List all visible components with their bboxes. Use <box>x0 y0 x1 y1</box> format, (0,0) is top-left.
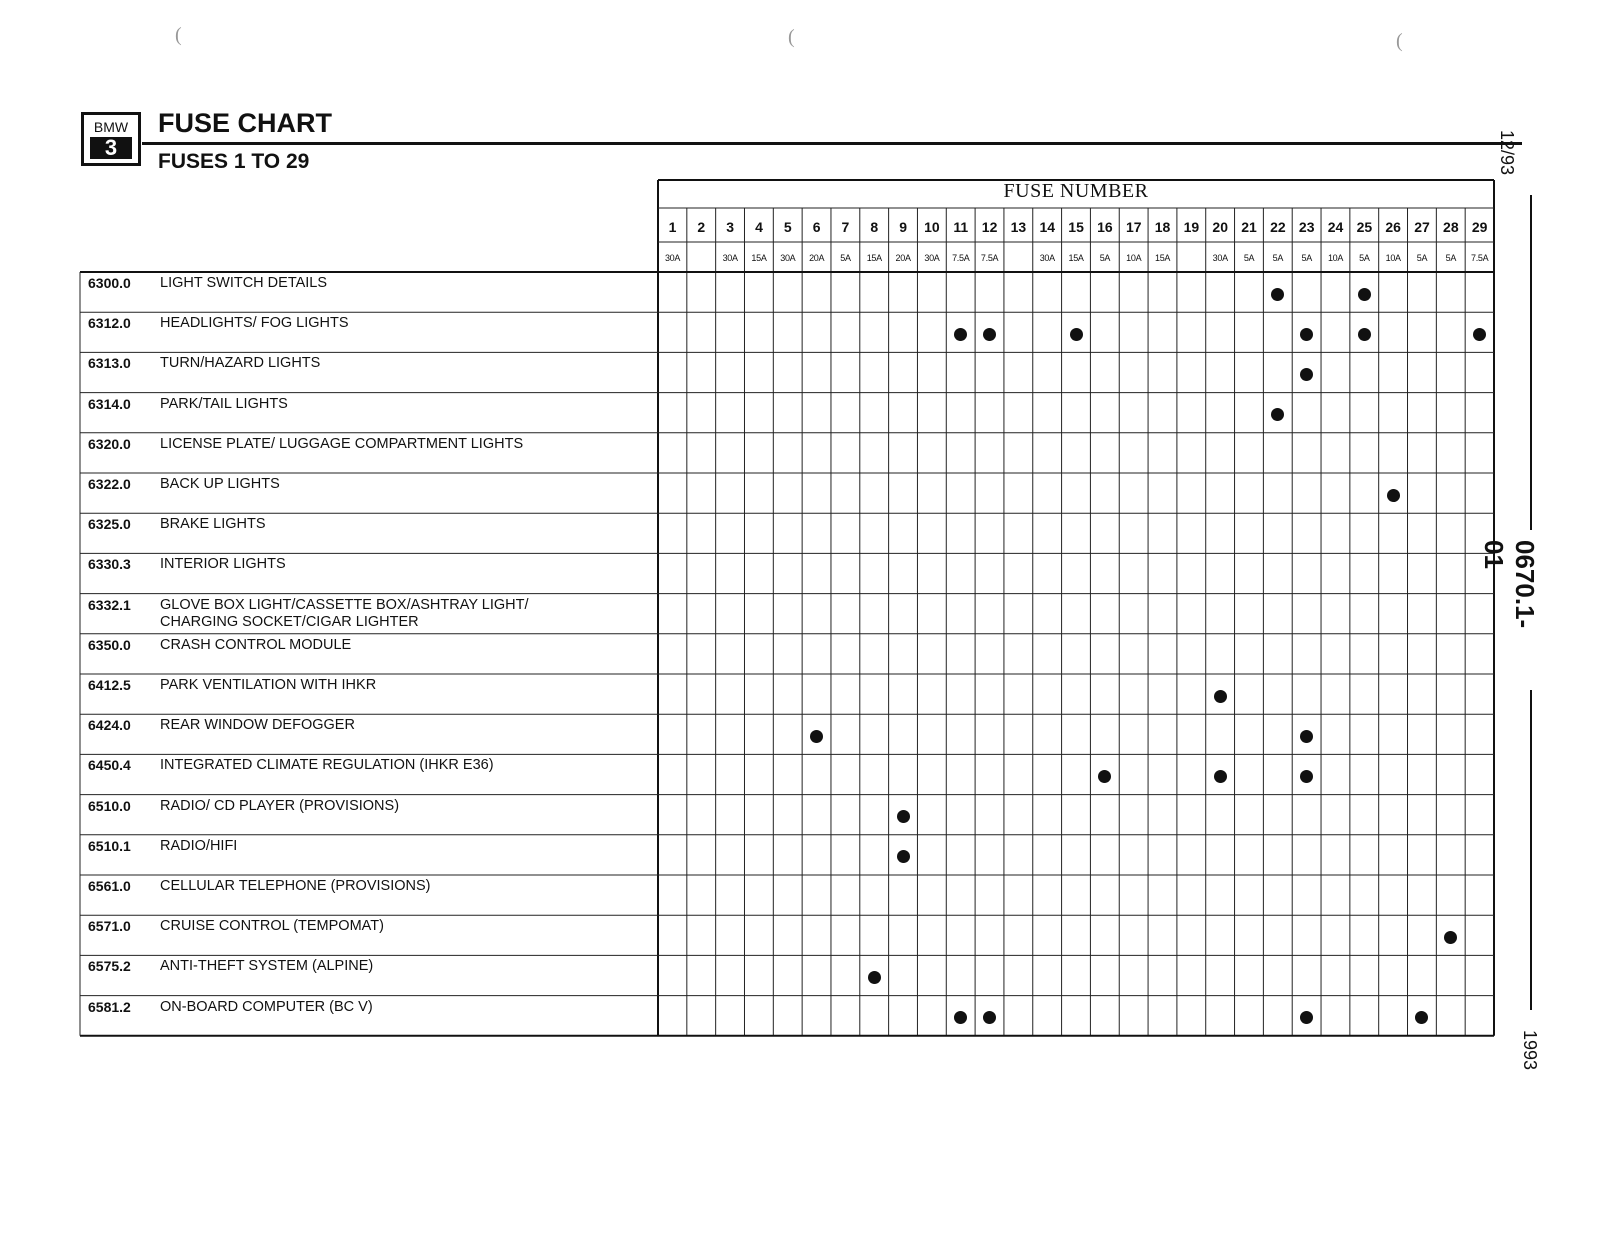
row-code: 6581.2 <box>88 998 131 1015</box>
row-label: REAR WINDOW DEFOGGER <box>160 717 355 734</box>
row-label: GLOVE BOX LIGHT/CASSETTE BOX/ASHTRAY LIGHT/ CHARGING SOCKET/CIGAR LIGHTER <box>160 596 529 630</box>
fuse-rating-24: 10A <box>1327 253 1344 263</box>
fuse-dot-6312.0-12 <box>983 328 996 341</box>
fuse-dot-6312.0-23 <box>1300 328 1313 341</box>
fuse-number-7: 7 <box>841 219 850 235</box>
fuse-dot-6322.0-26 <box>1387 489 1400 502</box>
fuse-number-6: 6 <box>812 219 821 235</box>
fuse-dot-6300.0-25 <box>1358 288 1371 301</box>
fuse-number-21: 21 <box>1241 219 1257 235</box>
row-label: LIGHT SWITCH DETAILS <box>160 275 328 291</box>
fuse-dot-6571.0-28 <box>1444 931 1457 944</box>
fuse-rating-12: 7.5A <box>980 253 999 263</box>
scan-mark: ( <box>1396 30 1403 52</box>
row-code: 6332.1 <box>88 596 131 613</box>
fuse-dot-6424.0-23 <box>1300 730 1313 743</box>
fuse-rating-11: 7.5A <box>952 253 970 263</box>
fuse-rating-15: 15A <box>1068 253 1084 263</box>
fuse-number-header: FUSE NUMBER <box>1003 180 1149 202</box>
margin-doc-code: 0670.1-01 <box>1479 540 1540 629</box>
fuse-dot-6510.0-9 <box>897 810 910 823</box>
scan-mark: ( <box>175 24 182 46</box>
page-title: FUSE CHART <box>158 108 332 138</box>
margin-rule <box>1530 690 1532 1010</box>
row-label: CELLULAR TELEPHONE (PROVISIONS) <box>160 878 431 894</box>
fuse-rating-21: 5A <box>1243 253 1255 263</box>
fuse-number-17: 17 <box>1125 219 1142 235</box>
row-code: 6575.2 <box>88 958 131 975</box>
row-code: 6314.0 <box>88 395 131 412</box>
margin-date: 12/93 <box>1497 130 1517 176</box>
fuse-rating-4: 15A <box>751 253 767 263</box>
row-label: RADIO/ CD PLAYER (PROVISIONS) <box>160 797 400 814</box>
fuse-dot-6424.0-6 <box>810 730 823 743</box>
fuse-rating-22: 5A <box>1272 253 1284 263</box>
fuse-rating-7: 5A <box>840 253 851 263</box>
fuse-number-27: 27 <box>1414 219 1430 235</box>
row-code: 6561.0 <box>88 878 131 894</box>
row-label: RADIO/HIFI <box>160 837 238 854</box>
fuse-dot-6312.0-15 <box>1070 328 1083 341</box>
fuse-number-25: 25 <box>1356 219 1373 235</box>
row-code: 6322.0 <box>88 476 131 492</box>
fuse-number-1: 1 <box>668 219 677 235</box>
fuse-number-10: 10 <box>924 219 940 235</box>
fuse-number-23: 23 <box>1298 219 1315 235</box>
margin-rule <box>1530 195 1532 530</box>
page-subtitle: FUSES 1 TO 29 <box>158 150 310 173</box>
fuse-dot-6312.0-25 <box>1358 328 1371 341</box>
fuse-rating-20: 30A <box>1212 253 1228 263</box>
fuse-number-8: 8 <box>870 219 879 235</box>
row-label: INTEGRATED CLIMATE REGULATION (IHKR E36) <box>160 757 494 774</box>
fuse-number-11: 11 <box>953 219 969 235</box>
fuse-rating-8: 15A <box>866 253 882 263</box>
fuse-number-20: 20 <box>1212 219 1228 235</box>
fuse-dot-6300.0-22 <box>1271 288 1284 301</box>
row-label: ON-BOARD COMPUTER (BC V) <box>160 998 373 1015</box>
row-code: 6510.0 <box>88 797 131 814</box>
fuse-number-15: 15 <box>1068 219 1084 235</box>
row-label: CRASH CONTROL MODULE <box>160 636 352 653</box>
row-label: HEADLIGHTS/ FOG LIGHTS <box>160 315 349 332</box>
row-code: 6313.0 <box>88 355 131 372</box>
row-code: 6312.0 <box>88 315 131 332</box>
row-label: TURN/HAZARD LIGHTS <box>160 355 321 372</box>
fuse-number-13: 13 <box>1010 219 1027 235</box>
scan-mark: ( <box>788 26 795 48</box>
fuse-number-29: 29 <box>1471 219 1488 235</box>
row-label: ANTI-THEFT SYSTEM (ALPINE) <box>160 958 374 975</box>
logo-number: 3 <box>90 137 132 159</box>
fuse-dot-6450.4-20 <box>1214 770 1227 783</box>
fuse-dot-6412.5-20 <box>1214 690 1227 703</box>
fuse-rating-3: 30A <box>722 253 738 263</box>
row-code: 6320.0 <box>88 435 131 452</box>
fuse-rating-9: 20A <box>895 253 911 263</box>
fuse-number-2: 2 <box>697 219 706 235</box>
row-label: PARK VENTILATION WITH IHKR <box>160 677 377 693</box>
row-code: 6424.0 <box>88 717 131 734</box>
fuse-rating-27: 5A <box>1416 253 1428 263</box>
fuse-number-3: 3 <box>726 219 735 235</box>
fuse-rating-5: 30A <box>780 253 796 263</box>
fuse-rating-26: 10A <box>1385 253 1401 263</box>
row-code: 6350.0 <box>88 636 131 653</box>
fuse-dot-6312.0-29 <box>1473 328 1486 341</box>
row-label: BACK UP LIGHTS <box>160 476 280 492</box>
fuse-rating-28: 5A <box>1445 253 1457 263</box>
fuse-number-28: 28 <box>1443 219 1459 235</box>
fuse-number-19: 19 <box>1183 219 1200 235</box>
row-code: 6412.5 <box>88 677 131 693</box>
fuse-rating-29: 7.5A <box>1471 253 1489 263</box>
fuse-rating-16: 5A <box>1099 253 1111 263</box>
logo-text: BMW <box>93 119 129 135</box>
fuse-rating-14: 30A <box>1039 253 1055 263</box>
fuse-rating-10: 30A <box>924 253 940 263</box>
fuse-rating-1: 30A <box>664 253 681 263</box>
fuse-number-16: 16 <box>1097 219 1113 235</box>
row-code: 6300.0 <box>88 275 131 291</box>
fuse-dot-6510.1-9 <box>897 850 910 863</box>
row-label: BRAKE LIGHTS <box>160 516 266 533</box>
fuse-rating-17: 10A <box>1126 253 1142 263</box>
fuse-number-14: 14 <box>1039 219 1056 235</box>
fuse-rating-25: 5A <box>1359 253 1370 263</box>
fuse-rating-23: 5A <box>1301 253 1312 263</box>
row-code: 6325.0 <box>88 516 131 533</box>
fuse-number-18: 18 <box>1154 219 1171 235</box>
row-code: 6510.1 <box>88 837 131 854</box>
fuse-dot-6575.2-8 <box>868 971 881 984</box>
fuse-number-12: 12 <box>981 219 998 235</box>
fuse-number-26: 26 <box>1385 219 1401 235</box>
margin-year: 1993 <box>1520 1030 1540 1071</box>
fuse-number-24: 24 <box>1327 219 1344 235</box>
fuse-number-4: 4 <box>755 219 763 235</box>
row-code: 6450.4 <box>88 757 131 774</box>
fuse-dot-6312.0-11 <box>954 328 967 341</box>
row-code: 6571.0 <box>88 918 131 935</box>
row-label: PARK/TAIL LIGHTS <box>160 395 288 412</box>
fuse-number-22: 22 <box>1270 219 1286 235</box>
fuse-number-9: 9 <box>899 219 907 235</box>
fuse-rating-6: 20A <box>809 253 825 263</box>
row-code: 6330.3 <box>88 556 131 573</box>
fuse-rating-18: 15A <box>1155 253 1171 263</box>
row-label: CRUISE CONTROL (TEMPOMAT) <box>160 918 384 935</box>
fuse-number-5: 5 <box>783 219 792 235</box>
row-label: INTERIOR LIGHTS <box>160 556 286 573</box>
row-label: LICENSE PLATE/ LUGGAGE COMPARTMENT LIGHTS <box>160 435 524 452</box>
